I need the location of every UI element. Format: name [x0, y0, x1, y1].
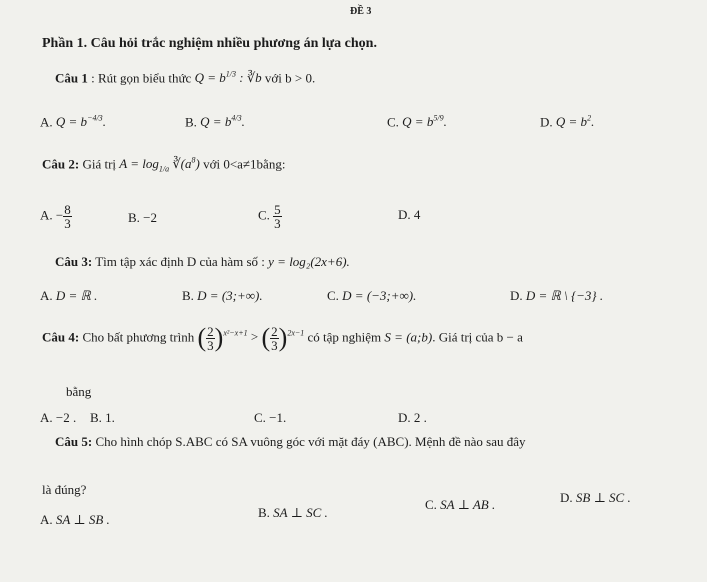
q2-option-c[interactable]: C. $\frac{5}{3}$	[258, 202, 281, 231]
q2-option-d[interactable]: D. 4	[398, 207, 421, 222]
q1-option-c[interactable]: C. $Q = b^{5/9}$.	[387, 114, 447, 130]
q1-option-d[interactable]: D. $Q = b^2$.	[540, 114, 595, 130]
question-1	[55, 70, 315, 86]
question-3-label: Câu 3:	[55, 254, 93, 269]
question-4-label: Câu 4:	[42, 329, 80, 345]
question-5-continuation: là đúng?	[42, 482, 87, 497]
question-2-prompt: Giá trị	[82, 156, 117, 172]
question-3	[55, 254, 350, 270]
question-4-continuation: bằng	[66, 384, 92, 399]
q5-option-c[interactable]: C. SA ⊥ AB .	[425, 497, 496, 512]
question-2-expression: $A = \log_{1/a}$ $∛(a^8)$	[119, 156, 200, 174]
q3-option-b[interactable]: B. D = (3;+∞).	[182, 288, 263, 303]
q4-option-b[interactable]: B. 1.	[90, 410, 115, 425]
q5-option-a[interactable]: A. SA ⊥ SB .	[40, 512, 110, 527]
question-1-label: Câu 1	[55, 70, 88, 86]
question-3-prompt: Tìm tập xác định D của hàm số :	[95, 254, 265, 269]
question-5-prompt: Cho hình chóp S.ABC có SA vuông góc với mặt đáy (ABC). Mệnh đề nào sau đây	[95, 434, 526, 449]
q4-option-d[interactable]: D. 2 .	[398, 410, 427, 425]
question-4-set: S = (a;b)	[384, 329, 433, 345]
question-4-tail: . Giá trị của b − a	[432, 329, 523, 345]
question-4-inequality: ( $\frac{2}{3}$ )$^{x^2-x+1}$ > ( $\frac{2}{3}$ )$^{2x-1}$	[197, 323, 305, 353]
q3-option-a[interactable]: A. D = ℝ .	[40, 288, 98, 303]
q2-option-a[interactable]: A. − $\frac{8}{3}$	[40, 202, 71, 231]
question-2-label: Câu 2:	[42, 156, 80, 172]
question-4-prompt: Cho bất phương trình	[82, 329, 195, 345]
question-4	[42, 325, 523, 352]
q4-option-c[interactable]: C. −1.	[254, 410, 287, 425]
q5-option-d[interactable]: D. SB ⊥ SC .	[560, 490, 631, 505]
question-1-expression: $Q = b^{1/3}$ : ∛b	[194, 70, 262, 86]
part-title: Phần 1. Câu hỏi trắc nghiệm nhiều phương án lựa chọn.	[42, 36, 377, 51]
question-5	[55, 434, 526, 450]
question-1-condition: với b > 0.	[264, 70, 316, 86]
q4-option-a[interactable]: A. −2 .	[40, 410, 77, 425]
q1-option-a[interactable]: A. $Q = b^{-4/3}$.	[40, 114, 106, 130]
q3-option-c[interactable]: C. D = (−3;+∞).	[327, 288, 417, 303]
exam-code: ĐỀ 3	[350, 6, 372, 17]
q2-option-b[interactable]: B. −2	[128, 210, 158, 225]
question-5-label: Câu 5:	[55, 434, 93, 449]
question-4-mid: có tập nghiệm	[307, 329, 382, 345]
q3-option-d[interactable]: D. D = ℝ \ {−3} .	[510, 288, 604, 303]
question-3-expression: y = log₂(2x+6).	[268, 254, 350, 269]
question-2	[42, 156, 285, 174]
question-2-condition: với 0<a≠1bằng:	[203, 156, 286, 172]
q5-option-b[interactable]: B. SA ⊥ SC .	[258, 505, 328, 520]
q1-option-b[interactable]: B. $Q = b^{4/3}$.	[185, 114, 245, 130]
question-1-prompt: : Rút gọn biểu thức	[91, 70, 192, 86]
